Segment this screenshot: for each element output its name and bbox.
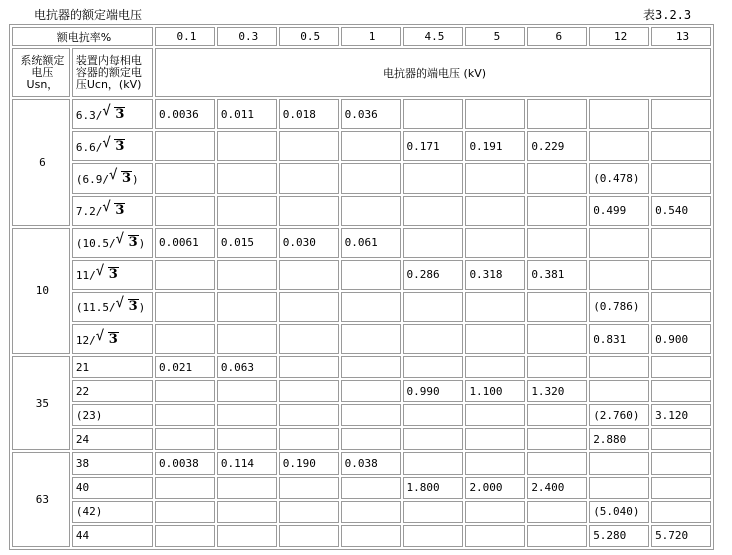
value-cell	[279, 404, 339, 426]
value-cell: 0.021	[155, 356, 215, 378]
value-cell: 0.318	[465, 260, 525, 290]
value-cell: 0.114	[217, 452, 277, 474]
value-cell	[589, 452, 649, 474]
value-cell	[403, 452, 464, 474]
value-cell: 0.030	[279, 228, 339, 258]
value-cell	[403, 292, 464, 322]
value-cell	[651, 428, 711, 450]
table-row	[12, 260, 711, 290]
sqrt-argument: 3	[115, 138, 125, 154]
value-cell	[527, 428, 587, 450]
capacitor-voltage-cell	[72, 324, 153, 354]
voltage-prefix: (42)	[75, 505, 103, 519]
value-cell	[527, 324, 587, 354]
voltage-prefix: 38	[75, 456, 90, 470]
table-row	[12, 196, 711, 226]
capacitor-voltage-cell	[72, 292, 153, 322]
value-cell	[155, 477, 215, 499]
table-row	[12, 525, 711, 547]
value-cell	[403, 196, 464, 226]
value-cell	[341, 131, 401, 161]
value-cell: 0.381	[527, 260, 587, 290]
value-cell	[465, 428, 525, 450]
value-cell	[527, 501, 587, 523]
value-cell: 0.0061	[155, 228, 215, 258]
value-cell: 0.286	[403, 260, 464, 290]
value-cell: 0.831	[589, 324, 649, 354]
sqrt-argument: 3	[108, 331, 118, 347]
sqrt-expression	[95, 327, 119, 347]
sqrt-expression	[115, 231, 139, 251]
table-row	[12, 163, 711, 193]
value-cell	[279, 525, 339, 547]
sqrt-expression	[108, 167, 132, 187]
value-cell	[465, 356, 525, 378]
table-row	[12, 99, 711, 129]
value-cell	[465, 163, 525, 193]
rate-header: 5	[465, 27, 525, 46]
sqrt-expression	[102, 199, 125, 219]
voltage-prefix: (23)	[75, 408, 103, 422]
value-cell: 0.190	[279, 452, 339, 474]
value-cell	[155, 380, 215, 402]
value-cell	[589, 477, 649, 499]
value-cell: 1.320	[527, 380, 587, 402]
value-cell: 0.900	[651, 324, 711, 354]
value-cell	[527, 356, 587, 378]
value-cell: 0.015	[217, 228, 277, 258]
sqrt-argument: 3	[115, 203, 125, 219]
value-cell	[527, 228, 587, 258]
value-cell	[527, 452, 587, 474]
system-voltage-header	[12, 48, 70, 97]
value-cell: (2.760)	[589, 404, 649, 426]
value-cell	[651, 99, 711, 129]
capacitor-voltage-cell	[72, 477, 153, 499]
column-header-row	[12, 48, 711, 97]
value-cell	[341, 260, 401, 290]
value-cell	[341, 501, 401, 523]
sqrt-sign-icon: √	[115, 231, 125, 248]
capacitor-voltage-cell	[72, 356, 153, 378]
value-cell	[217, 292, 277, 322]
value-cell	[217, 525, 277, 547]
table-row	[12, 404, 711, 426]
value-cell	[651, 131, 711, 161]
system-voltage-cell: 63	[12, 452, 70, 547]
voltage-prefix: 44	[75, 529, 90, 543]
table-row	[12, 428, 711, 450]
system-voltage-line: 系统额定	[20, 53, 65, 67]
reactor-voltage-table	[9, 24, 714, 550]
voltage-prefix: 6.3/	[75, 108, 103, 122]
value-cell	[341, 163, 401, 193]
value-cell	[217, 163, 277, 193]
rate-header: 13	[651, 27, 711, 46]
table-row	[12, 501, 711, 523]
value-cell: (0.478)	[589, 163, 649, 193]
sqrt-expression	[115, 295, 139, 315]
value-cell	[217, 196, 277, 226]
capacitor-voltage-cell	[72, 260, 153, 290]
value-cell	[155, 404, 215, 426]
value-cell	[155, 131, 215, 161]
value-cell	[403, 99, 464, 129]
value-cell	[341, 380, 401, 402]
value-cell	[279, 163, 339, 193]
value-cell	[217, 131, 277, 161]
sqrt-expression	[102, 102, 125, 122]
value-cell: 0.061	[341, 228, 401, 258]
sqrt-sign-icon: √	[95, 263, 105, 280]
value-cell	[341, 404, 401, 426]
value-cell	[465, 525, 525, 547]
capacitor-voltage-cell	[72, 404, 153, 426]
table-number: 表3.2.3	[643, 8, 692, 22]
value-cell	[403, 228, 464, 258]
sqrt-argument: 3	[108, 267, 118, 283]
value-cell	[651, 163, 711, 193]
value-cell	[279, 324, 339, 354]
voltage-prefix: 24	[75, 432, 90, 446]
voltage-prefix: 7.2/	[75, 205, 103, 219]
table-row	[12, 324, 711, 354]
capacitor-voltage-cell	[72, 99, 153, 129]
reactor-voltage-header: 电抗器的端电压 (kV)	[155, 48, 711, 97]
voltage-prefix: (6.9/	[75, 173, 109, 187]
table-row	[12, 452, 711, 474]
value-cell	[217, 380, 277, 402]
value-cell	[527, 525, 587, 547]
value-cell	[279, 428, 339, 450]
capacitor-voltage-line: 装置内每相电	[75, 53, 142, 67]
sqrt-sign-icon: √	[102, 199, 111, 216]
value-cell	[155, 163, 215, 193]
value-cell	[465, 501, 525, 523]
value-cell	[651, 228, 711, 258]
value-cell: 0.0038	[155, 452, 215, 474]
value-cell	[341, 477, 401, 499]
value-cell	[465, 404, 525, 426]
sqrt-sign-icon: √	[108, 167, 118, 184]
value-cell	[217, 477, 277, 499]
value-cell	[589, 99, 649, 129]
sqrt-sign-icon: √	[102, 102, 111, 119]
value-cell	[279, 131, 339, 161]
value-cell	[465, 452, 525, 474]
value-cell: 5.720	[651, 525, 711, 547]
value-cell	[155, 196, 215, 226]
value-cell: (5.040)	[589, 501, 649, 523]
value-cell	[279, 260, 339, 290]
value-cell	[341, 525, 401, 547]
value-cell	[341, 356, 401, 378]
value-cell	[279, 477, 339, 499]
value-cell: 0.018	[279, 99, 339, 129]
value-cell: 0.0036	[155, 99, 215, 129]
value-cell	[279, 380, 339, 402]
voltage-prefix: 22	[75, 384, 90, 398]
voltage-prefix: 12/	[75, 333, 96, 347]
sqrt-argument: 3	[115, 106, 125, 122]
table-row	[12, 292, 711, 322]
system-voltage-line: 电压	[31, 65, 54, 79]
capacitor-voltage-cell	[72, 428, 153, 450]
value-cell: 0.499	[589, 196, 649, 226]
value-cell	[589, 131, 649, 161]
table-row	[12, 356, 711, 378]
value-cell	[651, 501, 711, 523]
rate-header: 4.5	[403, 27, 464, 46]
value-cell	[403, 356, 464, 378]
value-cell: 3.120	[651, 404, 711, 426]
value-cell	[155, 501, 215, 523]
value-cell	[279, 356, 339, 378]
value-cell: 2.880	[589, 428, 649, 450]
value-cell: 2.400	[527, 477, 587, 499]
value-cell: 0.063	[217, 356, 277, 378]
value-cell	[465, 99, 525, 129]
rate-label: 额电抗率%	[12, 27, 153, 46]
voltage-suffix: )	[138, 237, 146, 251]
value-cell	[589, 356, 649, 378]
capacitor-voltage-cell	[72, 163, 153, 193]
value-cell	[341, 324, 401, 354]
value-cell	[279, 196, 339, 226]
value-cell	[465, 292, 525, 322]
table-row	[12, 131, 711, 161]
value-cell	[341, 196, 401, 226]
rate-header-row	[12, 27, 711, 46]
voltage-prefix: 40	[75, 481, 90, 495]
value-cell	[465, 324, 525, 354]
table-row	[12, 380, 711, 402]
value-cell	[155, 428, 215, 450]
capacitor-voltage-line: 压Ucn，(kV)	[75, 77, 142, 91]
value-cell	[155, 324, 215, 354]
voltage-suffix: )	[132, 173, 139, 187]
value-cell	[403, 525, 464, 547]
sqrt-argument: 3	[128, 235, 138, 251]
value-cell	[465, 196, 525, 226]
value-cell	[217, 260, 277, 290]
value-cell	[527, 404, 587, 426]
value-cell	[527, 292, 587, 322]
capacitor-voltage-cell	[72, 452, 153, 474]
capacitor-voltage-cell	[72, 380, 153, 402]
capacitor-voltage-cell	[72, 525, 153, 547]
value-cell: 1.800	[403, 477, 464, 499]
value-cell: 0.011	[217, 99, 277, 129]
voltage-prefix: (11.5/	[75, 301, 116, 315]
rate-header: 0.5	[279, 27, 339, 46]
value-cell: 5.280	[589, 525, 649, 547]
voltage-prefix: (10.5/	[75, 237, 116, 251]
value-cell	[651, 477, 711, 499]
rate-header: 1	[341, 27, 401, 46]
sqrt-sign-icon: √	[95, 327, 105, 344]
value-cell	[217, 324, 277, 354]
rate-header: 12	[589, 27, 649, 46]
system-voltage-line: Usn，	[26, 77, 59, 91]
value-cell	[403, 501, 464, 523]
capacitor-voltage-line: 容器的额定电	[75, 65, 142, 79]
value-cell	[651, 292, 711, 322]
value-cell	[279, 292, 339, 322]
value-cell	[589, 380, 649, 402]
value-cell	[155, 292, 215, 322]
value-cell	[527, 196, 587, 226]
rate-header: 6	[527, 27, 587, 46]
voltage-prefix: 11/	[75, 269, 96, 283]
value-cell: 0.540	[651, 196, 711, 226]
value-cell	[155, 260, 215, 290]
sqrt-expression	[102, 134, 125, 154]
value-cell	[403, 324, 464, 354]
value-cell: 0.171	[403, 131, 464, 161]
value-cell	[527, 99, 587, 129]
value-cell	[403, 428, 464, 450]
value-cell	[589, 260, 649, 290]
value-cell	[465, 228, 525, 258]
voltage-prefix: 21	[75, 360, 90, 374]
table-row	[12, 477, 711, 499]
capacitor-voltage-header	[72, 48, 153, 97]
voltage-prefix: 6.6/	[75, 140, 103, 154]
sqrt-sign-icon: √	[115, 295, 125, 312]
value-cell	[217, 428, 277, 450]
value-cell	[341, 428, 401, 450]
system-voltage-cell: 10	[12, 228, 70, 354]
value-cell	[279, 501, 339, 523]
value-cell: 0.191	[465, 131, 525, 161]
value-cell	[341, 292, 401, 322]
value-cell	[155, 525, 215, 547]
value-cell	[651, 260, 711, 290]
value-cell	[403, 404, 464, 426]
system-voltage-cell: 6	[12, 99, 70, 225]
capacitor-voltage-cell	[72, 196, 153, 226]
value-cell	[651, 380, 711, 402]
sqrt-sign-icon: √	[102, 134, 111, 151]
value-cell: 0.038	[341, 452, 401, 474]
value-cell	[651, 452, 711, 474]
value-cell	[651, 356, 711, 378]
sqrt-argument: 3	[128, 299, 138, 315]
value-cell: 1.100	[465, 380, 525, 402]
value-cell	[403, 163, 464, 193]
rate-header: 0.3	[217, 27, 277, 46]
value-cell	[217, 404, 277, 426]
value-cell	[217, 501, 277, 523]
sqrt-expression	[95, 263, 119, 283]
value-cell: 0.990	[403, 380, 464, 402]
value-cell: 2.000	[465, 477, 525, 499]
table-row	[12, 228, 711, 258]
sqrt-argument: 3	[121, 171, 132, 187]
voltage-suffix: )	[138, 301, 146, 315]
capacitor-voltage-cell	[72, 131, 153, 161]
value-cell: (0.786)	[589, 292, 649, 322]
value-cell	[589, 228, 649, 258]
system-voltage-cell: 35	[12, 356, 70, 450]
capacitor-voltage-cell	[72, 228, 153, 258]
rate-header: 0.1	[155, 27, 215, 46]
value-cell: 0.036	[341, 99, 401, 129]
capacitor-voltage-cell	[72, 501, 153, 523]
value-cell: 0.229	[527, 131, 587, 161]
value-cell	[527, 163, 587, 193]
document-title: 电抗器的额定端电压	[34, 8, 143, 22]
